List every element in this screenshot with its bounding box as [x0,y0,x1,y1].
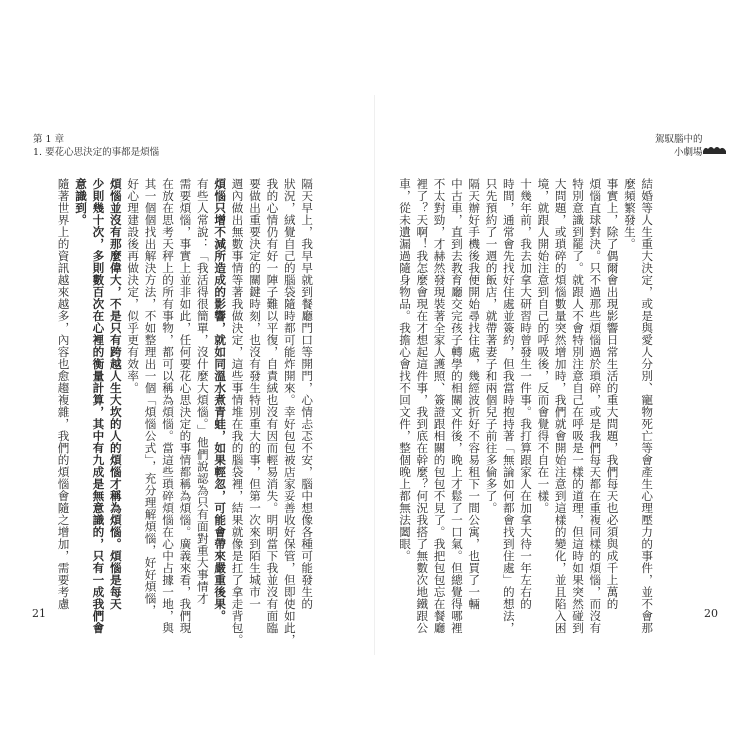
text-column: 狀況，絨覺自己的腦袋隨時都可能炸開來。幸好包包被店家妥善收好保管，但即使如此， [282,178,297,646]
text-column: 煩惱直球對決。只不過那些煩惱過於瑣碎，或是我們每天都在重複同樣的煩惱，而沒有 [588,178,603,634]
text-column: 隨著世界上的資訊越來越多，內容也愈趨複雜，我們的煩惱會隨之增加，需要考慮 [56,178,71,610]
chapter-label: 第 1 章 [33,134,65,145]
text-column: 境，就跟人開始注意到自己的呼吸後，反而會覺得不自在一樣。 [536,178,551,514]
text-column: 不太對勁，才赫然發現裝著全家人護照、簽證跟相關的包包不見了。我把包包忘在餐廳 [432,178,447,634]
text-column: 麼頻繁發生。 [622,178,637,250]
text-column: 時間，通常會先找好住處並簽約，但我當時抱持著「無論如何都會找到住處」的想法， [501,178,516,634]
book-logo-icon [703,145,726,154]
text-column: 隔天早上，我早早就到餐廳門口等開門，心情忐忑不安，腦中想像各種可能發生的 [300,178,315,610]
text-column: 在放在思考天秤上的所有事物，都可以稱為煩惱。當這些瑣碎煩惱在心中占據一地，與 [161,178,175,634]
section-title: 1. 要花心思決定的事都是煩惱 [33,147,160,158]
book-gutter [374,95,375,655]
text-column: 我的心情仍有好一陣子難以平復，自責絨也沒有因而輕易消失。明明當下我並沒有面臨 [265,178,280,634]
text-column: 煩惱只增不減所造成的影響，就如同溫水煮青蛙，如果輕忽，可能會帶來嚴重後果。 [213,178,228,622]
right-running-header [655,133,703,159]
left-page-number: 21 [32,607,46,620]
text-column: 需要煩惱，事實上並非如此，任何要花心思決定的事情都稱為煩惱。廣義來看，我們現 [178,178,193,634]
text-column: 裡了？天啊！我怎麼會現在才想起這件事，我到底在幹麼？何況我搭了無數次地鐵跟公 [415,178,430,634]
left-running-header [33,133,159,159]
text-column: 週內做出無數事情等著我做決定，這些事情堆在我的腦袋裡，結果就像是扛了拿走背包。 [230,178,245,646]
book-title-line2: 小劇場 [674,147,703,158]
text-column: 少則幾十次，多則數百次在心裡的衡量計算，其中有九成是無意識的，只有一成我們會 [91,178,106,634]
text-column: 有些人常說：「我活得很簡單，沒什麼大煩惱。」他們說認為只有面對重大事情才 [195,178,210,605]
text-column: 車，從未遺漏過隨身物品。我擔心會找不回文件，整個晚上都無法闔眼。 [398,178,412,562]
text-column: 其一個個找出解決方法，不如整理出一個「煩惱公式」，充分理解煩惱，好好煩惱， [143,178,158,617]
text-column: 十幾年前，我去加拿大研習時曾發生一件事。我打算跟家人在加拿大待一年左右的 [519,178,534,610]
text-column: 事實上，除了偶爾會出現影響日常生活的重大問題，我們每天也必須與成千上萬的 [605,178,620,610]
text-column: 好心理建設後再做決定，似乎更有效率。 [126,178,141,394]
text-column: 中古車，直到去教育廳交完孩子轉學的相關文件後，晚上才鬆了一口氣。但總覺得哪裡 [449,178,464,634]
right-page-number: 20 [704,607,718,620]
book-title-line1: 駕馭腦中的 [655,134,703,145]
text-column: 只先預約了一週的飯店，就帶著妻子和兩個兒子前往多倫多了。 [484,178,499,514]
text-column: 煩惱並沒有那麼偉大，不是只有跨越人生大坎的人的煩惱才稱為煩惱。煩惱是每天 [108,178,123,610]
text-column: 意識到。 [74,178,88,226]
text-column: 結婚等人生重大決定，或是與愛人分別、寵物死亡等會產生心理壓力的事件，並不會那 [640,178,655,634]
text-column: 特別意識到罷了。就跟人不會特別注意自己在呼吸是一樣的道理，但這時如果突然碰到 [571,178,585,634]
text-column: 大問題，或瑣碎的煩惱數量突然增加時，我們就會開始注意到這樣的變化，並且陷入困 [553,178,568,634]
text-column: 要做出重要決定的關鍵時刻，也沒有發生特別重大的事，但第一次來到陌生城市一 [248,178,262,610]
text-column: 隔天辦好手機後我便開始尋找住處，幾經波折好不容易租下一間公寓，也買了一輛 [467,178,482,610]
